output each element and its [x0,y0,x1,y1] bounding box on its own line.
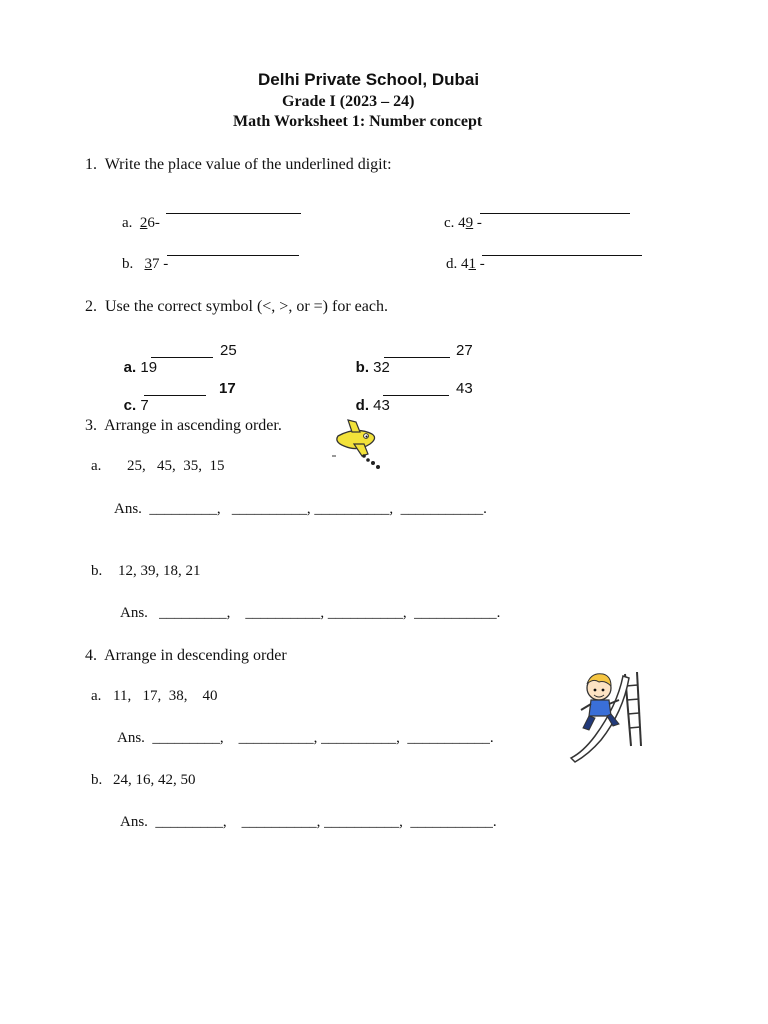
q2-c-prefix: c. [123,397,137,414]
question-1-label: 1. Write the place value of the underlined digit: [85,156,392,173]
q2-d-symbol-blank[interactable] [383,381,449,396]
worksheet-title: Math Worksheet 1: Number concept [233,113,483,130]
school-name: Delhi Private School, Dubai [258,70,480,89]
q2-a-symbol-blank[interactable] [151,343,213,358]
q2-b-prefix: b. [355,359,370,376]
q1-d-rest: - [476,256,489,272]
q2-d-prefix: d. [355,397,370,414]
q2-a-right: 25 [220,342,237,359]
grade-title: Grade I (2023 – 24) [282,93,415,110]
q1-a-underlined-digit: 2 [139,215,148,231]
q3-a-label: a. [91,458,102,474]
q3-a-numbers: 25, 45, 35, 15 [127,458,225,474]
q2-b-right: 27 [456,342,473,359]
q1-b-answer-blank[interactable] [167,241,299,256]
q1-b-underlined-digit: 3 [144,256,152,272]
q1-c-prefix: c. 4 [444,215,466,231]
question-2-label: 2. Use the correct symbol (<, >, or =) for each. [85,298,388,315]
q4-b-answer-line[interactable]: Ans. _________, __________, __________, ___________. [120,814,497,830]
question-4-label: 4. Arrange in descending order [85,647,287,664]
q1-a-rest: 6- [147,215,160,231]
q1-d-underlined-digit: 1 [468,256,476,272]
q1-c-answer-blank[interactable] [480,199,630,214]
q2-b-symbol-blank[interactable] [384,343,450,358]
q1-d-prefix: d. 4 [446,256,469,272]
cartoon-airplane-icon [328,418,388,474]
q4-b-numbers: 24, 16, 42, 50 [113,772,196,788]
q1-b-prefix: b. [122,256,145,272]
q3-b-label: b. [91,563,103,579]
q2-c-symbol-blank[interactable] [144,381,206,396]
boy-on-slide-icon [565,666,645,766]
q3-b-answer-line[interactable]: Ans. _________, __________, __________, ___________. [120,605,501,621]
q4-a-label: a. [91,688,102,704]
q1-a-prefix: a. [122,215,140,231]
question-3-label: 3. Arrange in ascending order. [85,417,282,434]
q2-b-left: 32 [369,359,390,376]
q3-a-answer-line[interactable]: Ans. _________, __________, __________, ___________. [114,501,487,517]
q4-a-answer-line[interactable]: Ans. _________, __________, __________, ___________. [117,730,494,746]
q2-a-left: 19 [136,359,158,376]
q1-c-underlined-digit: 9 [465,215,474,231]
q4-a-numbers: 11, 17, 38, 40 [113,688,218,704]
q1-b-rest: 7 - [152,256,172,272]
q2-d-left: 43 [369,397,390,414]
q1-item-b [107,239,172,290]
q2-c-left: 7 [136,397,153,414]
q3-b-numbers: 12, 39, 18, 21 [118,563,201,579]
q2-d-right: 43 [456,380,473,397]
q2-a-prefix: a. [123,359,137,376]
q1-item-d [431,239,489,290]
q2-c-right: 17 [219,380,236,397]
q1-c-rest: - [473,215,486,231]
q1-a-answer-blank[interactable] [166,199,301,214]
q4-b-label: b. [91,772,103,788]
q1-d-answer-blank[interactable] [482,241,642,256]
